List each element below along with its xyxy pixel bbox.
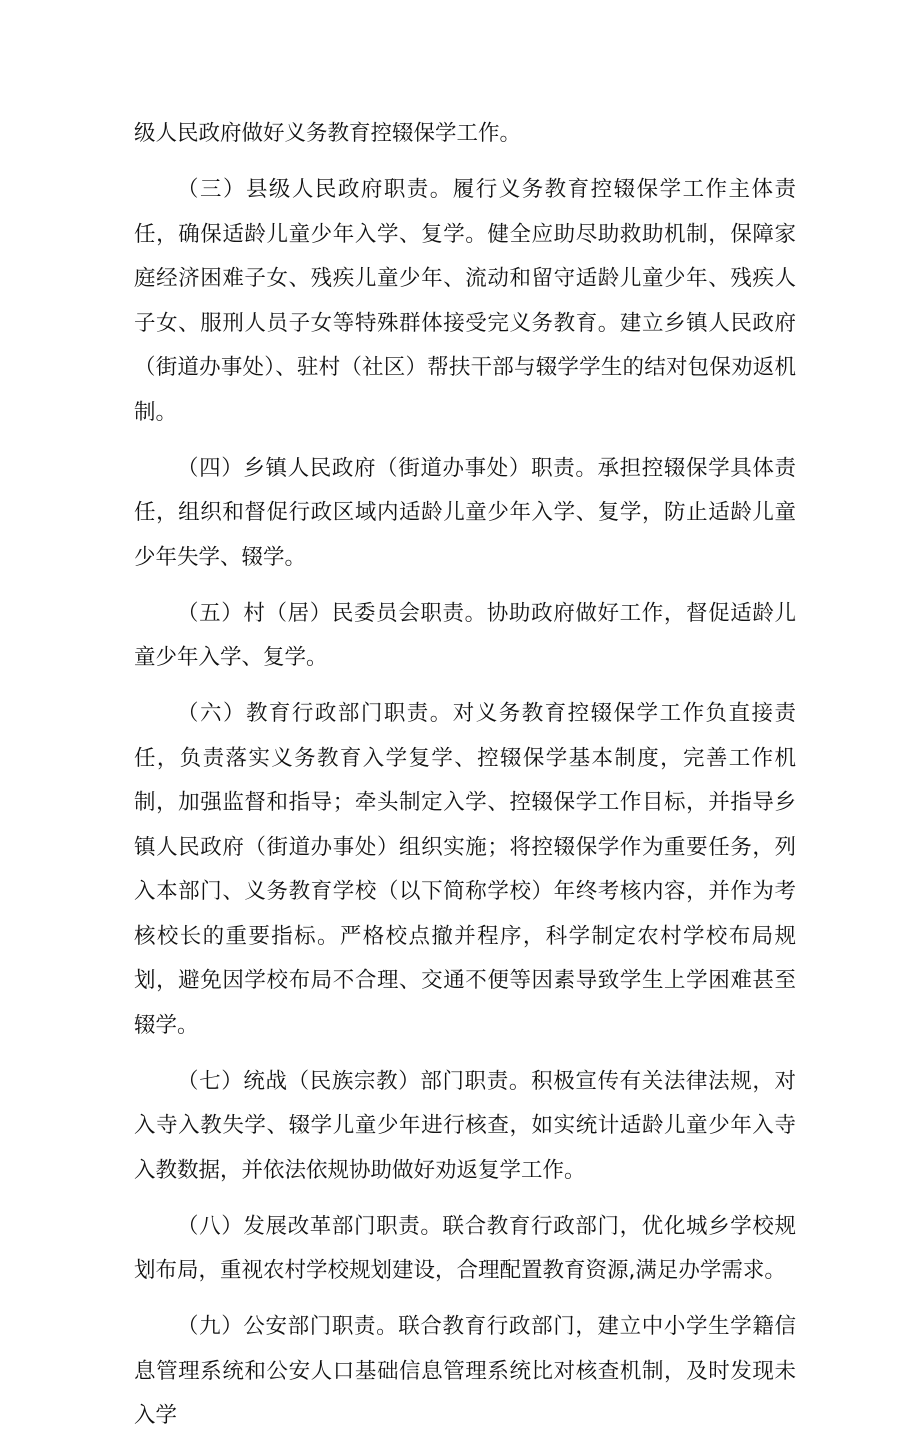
paragraph-8: （九）公安部门职责。联合教育行政部门，建立中小学生学籍信息管理系统和公安人口基础信息管理系统比对核查机制，及时发现未入学 — [134, 1314, 796, 1428]
paragraph-6: （七）统战（民族宗教）部门职责。积极宣传有关法律法规，对入寺入教失学、辍学儿童少年进行核查，如实统计适龄儿童少年入寺入教数据，并依法依规协助做好劝返复学工作。 — [134, 1068, 796, 1183]
paragraph-7: （八）发展改革部门职责。联合教育行政部门，优化城乡学校规划布局，重视农村学校规划建设，合理配置教育资源,满足办学需求。 — [134, 1213, 796, 1283]
paragraph-3: （四）乡镇人民政府（街道办事处）职责。承担控辍保学具体责任，组织和督促行政区域内适龄儿童少年入学、复学，防止适龄儿童少年失学、辍学。 — [134, 455, 796, 570]
paragraph-5: （六）教育行政部门职责。对义务教育控辍保学工作负直接责任，负责落实义务教育入学复学、控辍保学基本制度，完善工作机制，加强监督和指导；牵头制定入学、控辍保学工作目标，并指导乡镇人民政府（街道办事处）组织实施；将控辍保学作为重要任务，列入本部门、义务教育学校（以下简称学校）年终考核内容，并作为考核校长的重要指标。严格校点撤并程序，科学制定农村学校布局规划，避免因学校布局不合理、交通不便等因素导致学生上学困难甚至辍学。 — [134, 701, 796, 1038]
paragraph-2: （三）县级人民政府职责。履行义务教育控辍保学工作主体责任，确保适龄儿童少年入学、复学。健全应助尽助救助机制，保障家庭经济困难子女、残疾儿童少年、流动和留守适龄儿童少年、残疾人子女、服刑人员子女等特殊群体接受完义务教育。建立乡镇人民政府（街道办事处）、驻村（社区）帮扶干部与辍学学生的结对包保劝返机制。 — [134, 177, 796, 425]
document-body — [134, 112, 796, 1450]
paragraph-4: （五）村（居）民委员会职责。协助政府做好工作，督促适龄儿童少年入学、复学。 — [134, 600, 796, 670]
paragraph-1: 级人民政府做好义务教育控辍保学工作。 — [134, 121, 522, 146]
